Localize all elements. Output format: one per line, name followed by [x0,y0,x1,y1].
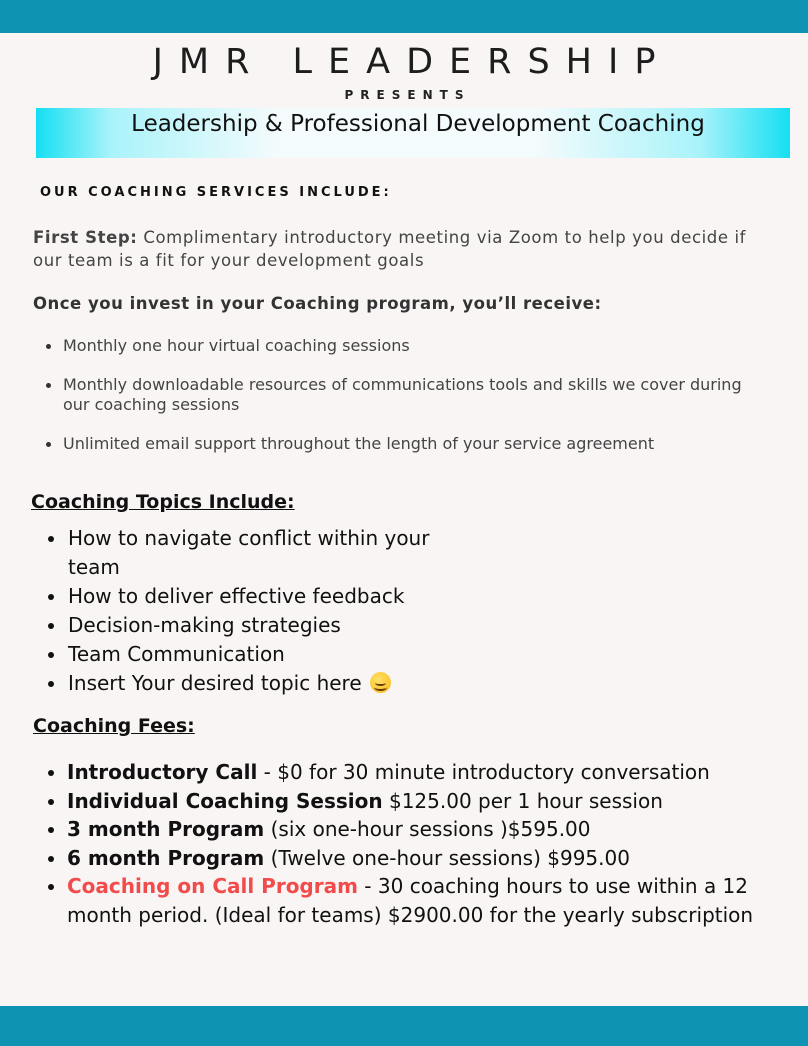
top-accent-bar [0,0,808,33]
fee-detail: - 30 coaching hours to use within a 12 month period. (Ideal for teams) $2900.00 for the yearly subscription [67,874,754,927]
topics-title: Coaching Topics Include: [31,491,295,513]
fee-detail: - $0 for 30 minute introductory conversation [257,760,710,784]
bottom-accent-bar [0,1006,808,1046]
fee-name-highlight: Coaching on Call Program [67,874,358,899]
list-item [48,669,468,698]
list-item [48,758,798,787]
list-item: Monthly one hour virtual coaching sessions [44,336,744,356]
list-item [48,844,798,873]
smiling-face-icon [370,672,391,693]
presents-label: PRESENTS [344,88,471,102]
fees-list [48,758,798,930]
fees-title: Coaching Fees: [33,715,195,737]
first-step-label: First Step: [33,228,138,247]
topics-list [48,524,468,698]
services-heading: OUR COACHING SERVICES INCLUDE: [40,185,392,200]
list-item: How to deliver effective feedback [48,582,468,611]
benefits-list [44,336,744,454]
list-item: Monthly downloadable resources of communications tools and skills we cover during our coaching sessions [44,375,744,415]
banner-title: Leadership & Professional Development Coaching [131,111,705,137]
topic-text: Insert Your desired topic here [68,671,362,695]
list-item [48,815,798,844]
fee-name: Individual Coaching Session [67,788,383,813]
list-item: How to navigate conflict within your team [48,524,468,582]
fee-detail: (Twelve one-hour sessions) $995.00 [264,845,630,870]
brand-title: JMR LEADERSHIP [152,42,672,82]
first-step-text: Complimentary introductory meeting via Zoom to help you decide if our team is a fit for your development goals [33,228,747,270]
fee-name: Introductory Call [67,760,258,784]
fee-name: 6 month Program [67,845,265,870]
fee-detail: $125.00 per 1 hour session [382,788,663,813]
fee-name: 3 month Program [67,817,265,842]
invest-statement: Once you invest in your Coaching program, you’ll receive: [33,294,602,313]
fee-detail: (six one-hour sessions )$595.00 [264,817,591,842]
list-item [48,787,798,816]
list-item [48,872,798,929]
list-item: Decision-making strategies [48,611,468,640]
list-item: Unlimited email support throughout the length of your service agreement [44,434,744,454]
list-item: Team Communication [48,640,468,669]
first-step-paragraph [33,226,763,272]
